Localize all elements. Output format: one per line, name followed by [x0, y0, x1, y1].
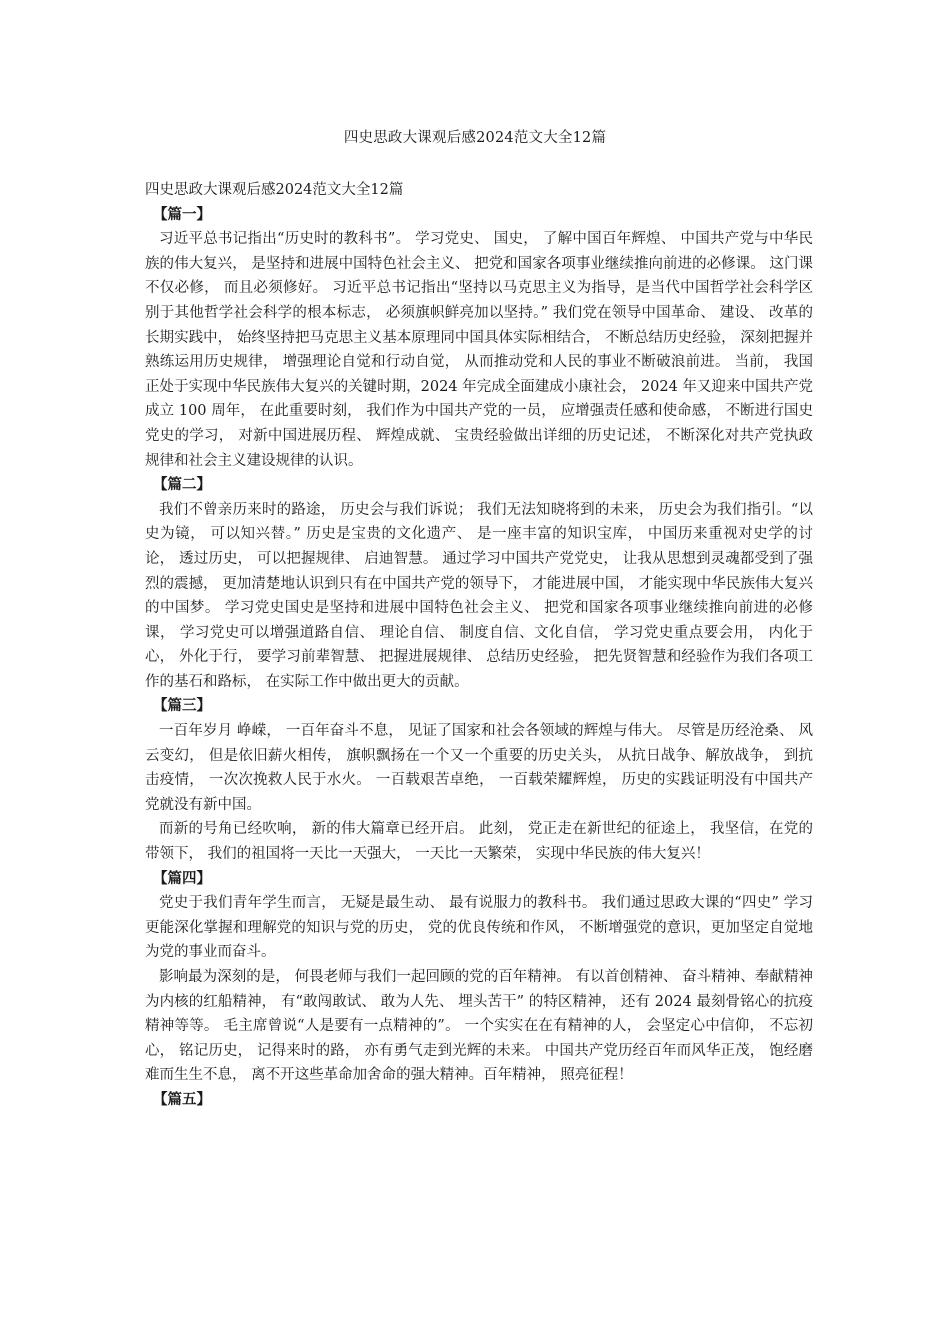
section-4-paragraph-1: 党史于我们青年学生而言， 无疑是最生动、 最有说服力的教科书。 我们通过思政大课的“四史” 学习更能深化掌握和理解党的知识与党的历史， 党的优良传统和作风， 不断增强党的意识，更加坚定自觉地为党的事业而奋斗。	[145, 895, 813, 961]
section-heading-1: 【篇一】	[153, 205, 211, 223]
section-4-paragraph-2: 影响最为深刻的是， 何畏老师与我们一起回顾的党的百年精神。 有以首创精神、 奋斗精神、奉献精神为内核的红船精神， 有“敢闯敢试、 敢为人先、 埋头苦干” 的特区精神， 还有 2024 最刻骨铭心的抗疫精神等等。 毛主席曾说“人是要有一点精神的”。 一个实实在在有精神的人， 会坚定心中信仰， 不忘初心， 铭记历史， 记得来时的路， 亦有勇气走到光辉的未来。 中国共产党历经百年而风华正茂， 饱经磨难而生生不息， 离不开这些革命加舍命的强大精神。百年精神， 照亮征程！	[145, 969, 813, 1084]
document-subtitle: 四史思政大课观后感2024范文大全12篇	[145, 182, 404, 198]
section-3-paragraph-1: 一百年岁月 峥嵘， 一百年奋斗不息， 见证了国家和社会各领域的辉煌与伟大。 尽管是历经沧桑、 风云变幻， 但是依旧薪火相传， 旗帜飘扬在一个又一个重要的历史关头， 从抗日战争、解放战争， 到抗击疫情， 一次次挽救人民于水火。 一百载艰苦卓绝， 一百载荣耀辉煌， 历史的实践证明没有中国共产党就没有新中国。	[145, 723, 813, 813]
section-1-paragraph-1: 习近平总书记指出“历史时的教科书”。 学习党史、 国史， 了解中国百年辉煌、 中国共产党与中华民族的伟大复兴， 是坚持和进展中国特色社会主义、 把党和国家各项事业继续推向前进的必修课。 这门课不仅必修， 而且必须修好。 习近平总书记指出“坚持以马克思主义为指导，是当代中国哲学社会科学区别于其他哲学社会科学的根本标志， 必须旗帜鲜亮加以坚持。” 我们党在领导中国革命、 建设、 改革的长期实践中， 始终坚持把马克思主义基本原理同中国具体实际相结合， 不断总结历史经验， 深刻把握并熟练运用历史规律， 增强理论自觉和行动自觉， 从而推动党和人民的事业不断破浪前进。 当前， 我国正处于实现中华民族伟大复兴的关键时期，2024 年完成全面建成小康社会， 2024 年又迎来中国共产党成立 100 周年， 在此重要时刻， 我们作为中国共产党的一员， 应增强责任感和使命感， 不断进行国史党史的学习， 对新中国进展历程、 辉煌成就、 宝贵经验做出详细的历史记述， 不断深化对共产党执政规律和社会主义建设规律的认识。	[145, 231, 813, 469]
section-3-paragraph-2: 而新的号角已经吹响， 新的伟大篇章已经开启。 此刻， 党正走在新世纪的征途上， 我坚信，在党的带领下， 我们的祖国将一天比一天强大， 一天比一天繁荣， 实现中华民族的伟大复兴！	[145, 821, 813, 863]
document-body	[145, 178, 813, 1113]
section-heading-3: 【篇三】	[153, 697, 211, 715]
section-heading-5: 【篇五】	[153, 1090, 211, 1108]
section-heading-4: 【篇四】	[153, 869, 211, 887]
section-2-paragraph-1: 我们不曾亲历来时的路途， 历史会与我们诉说； 我们无法知晓将到的未来， 历史会为我们指引。“以史为镜， 可以知兴替。” 历史是宝贵的文化遗产、 是一座丰富的知识宝库， 中国历来重视对史学的讨论， 透过历史， 可以把握规律、 启迪智慧。 通过学习中国共产党党史， 让我从思想到灵魂都受到了强烈的震撼， 更加清楚地认识到只有在中国共产党的领导下， 才能进展中国， 才能实现中华民族伟大复兴的中国梦。 学习党史国史是坚持和进展中国特色社会主义、 把党和国家各项事业继续推向前进的必修课， 学习党史可以增强道路自信、 理论自信、 制度自信、文化自信， 学习党史重点要会用， 内化于心， 外化于行， 要学习前辈智慧、 把握进展规律、 总结历史经验， 把先贤智慧和经验作为我们各项工作的基石和路标， 在实际工作中做出更大的贡献。	[145, 501, 813, 690]
document-title: 四史思政大课观后感2024范文大全12篇	[343, 130, 607, 146]
section-heading-2: 【篇二】	[153, 476, 211, 494]
